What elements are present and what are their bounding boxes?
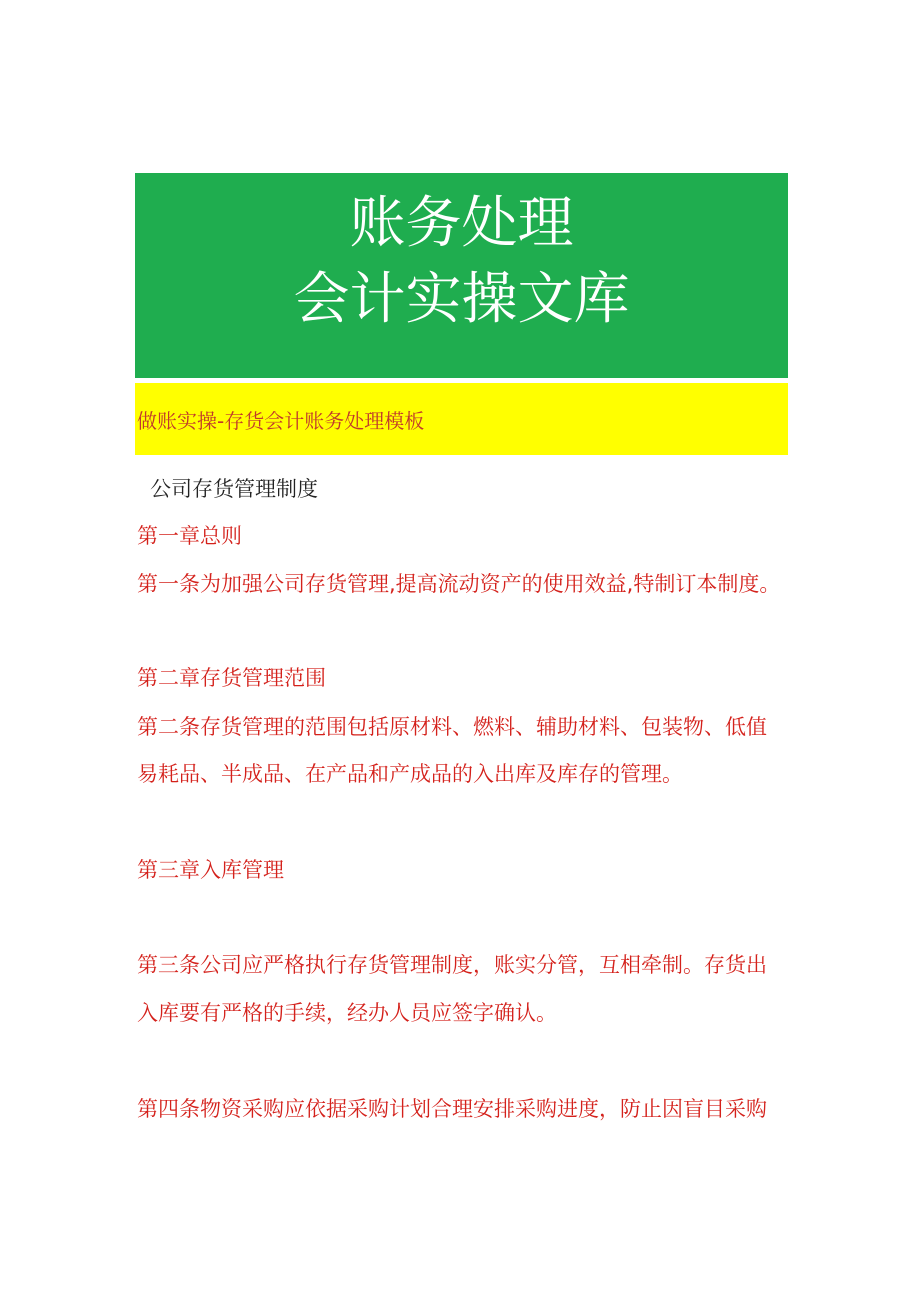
article-4-line-1: 第四条物资采购应依据采购计划合理安排采购进度，防止因盲目采购: [137, 1097, 767, 1121]
chapter-3-heading: 第三章入库管理: [137, 858, 284, 882]
chapter-1-heading: 第一章总则: [137, 524, 242, 548]
chapter-2-heading: 第二章存货管理范围: [137, 666, 326, 690]
article-2-line-1: 第二条存货管理的范围包括原材料、燃料、辅助材料、包装物、低值: [137, 715, 767, 739]
document-title: 公司存货管理制度: [150, 477, 318, 501]
article-3-line-2: 入库要有严格的手续，经办人员应签字确认。: [137, 1001, 557, 1025]
banner-title-line2: 会计实操文库: [293, 267, 630, 332]
subtitle-bar: [135, 383, 788, 455]
article-1: 第一条为加强公司存货管理,提高流动资产的使用效益,特制订本制度。: [137, 572, 781, 596]
article-3-line-1: 第三条公司应严格执行存货管理制度，账实分管，互相牵制。存货出: [137, 953, 767, 977]
banner-title-line1: 账务处理: [349, 191, 574, 256]
subtitle-text: 做账实操-存货会计账务处理模板: [137, 409, 425, 433]
article-2-line-2: 易耗品、半成品、在产品和产成品的入出库及库存的管理。: [137, 762, 683, 786]
title-banner: [135, 173, 788, 378]
